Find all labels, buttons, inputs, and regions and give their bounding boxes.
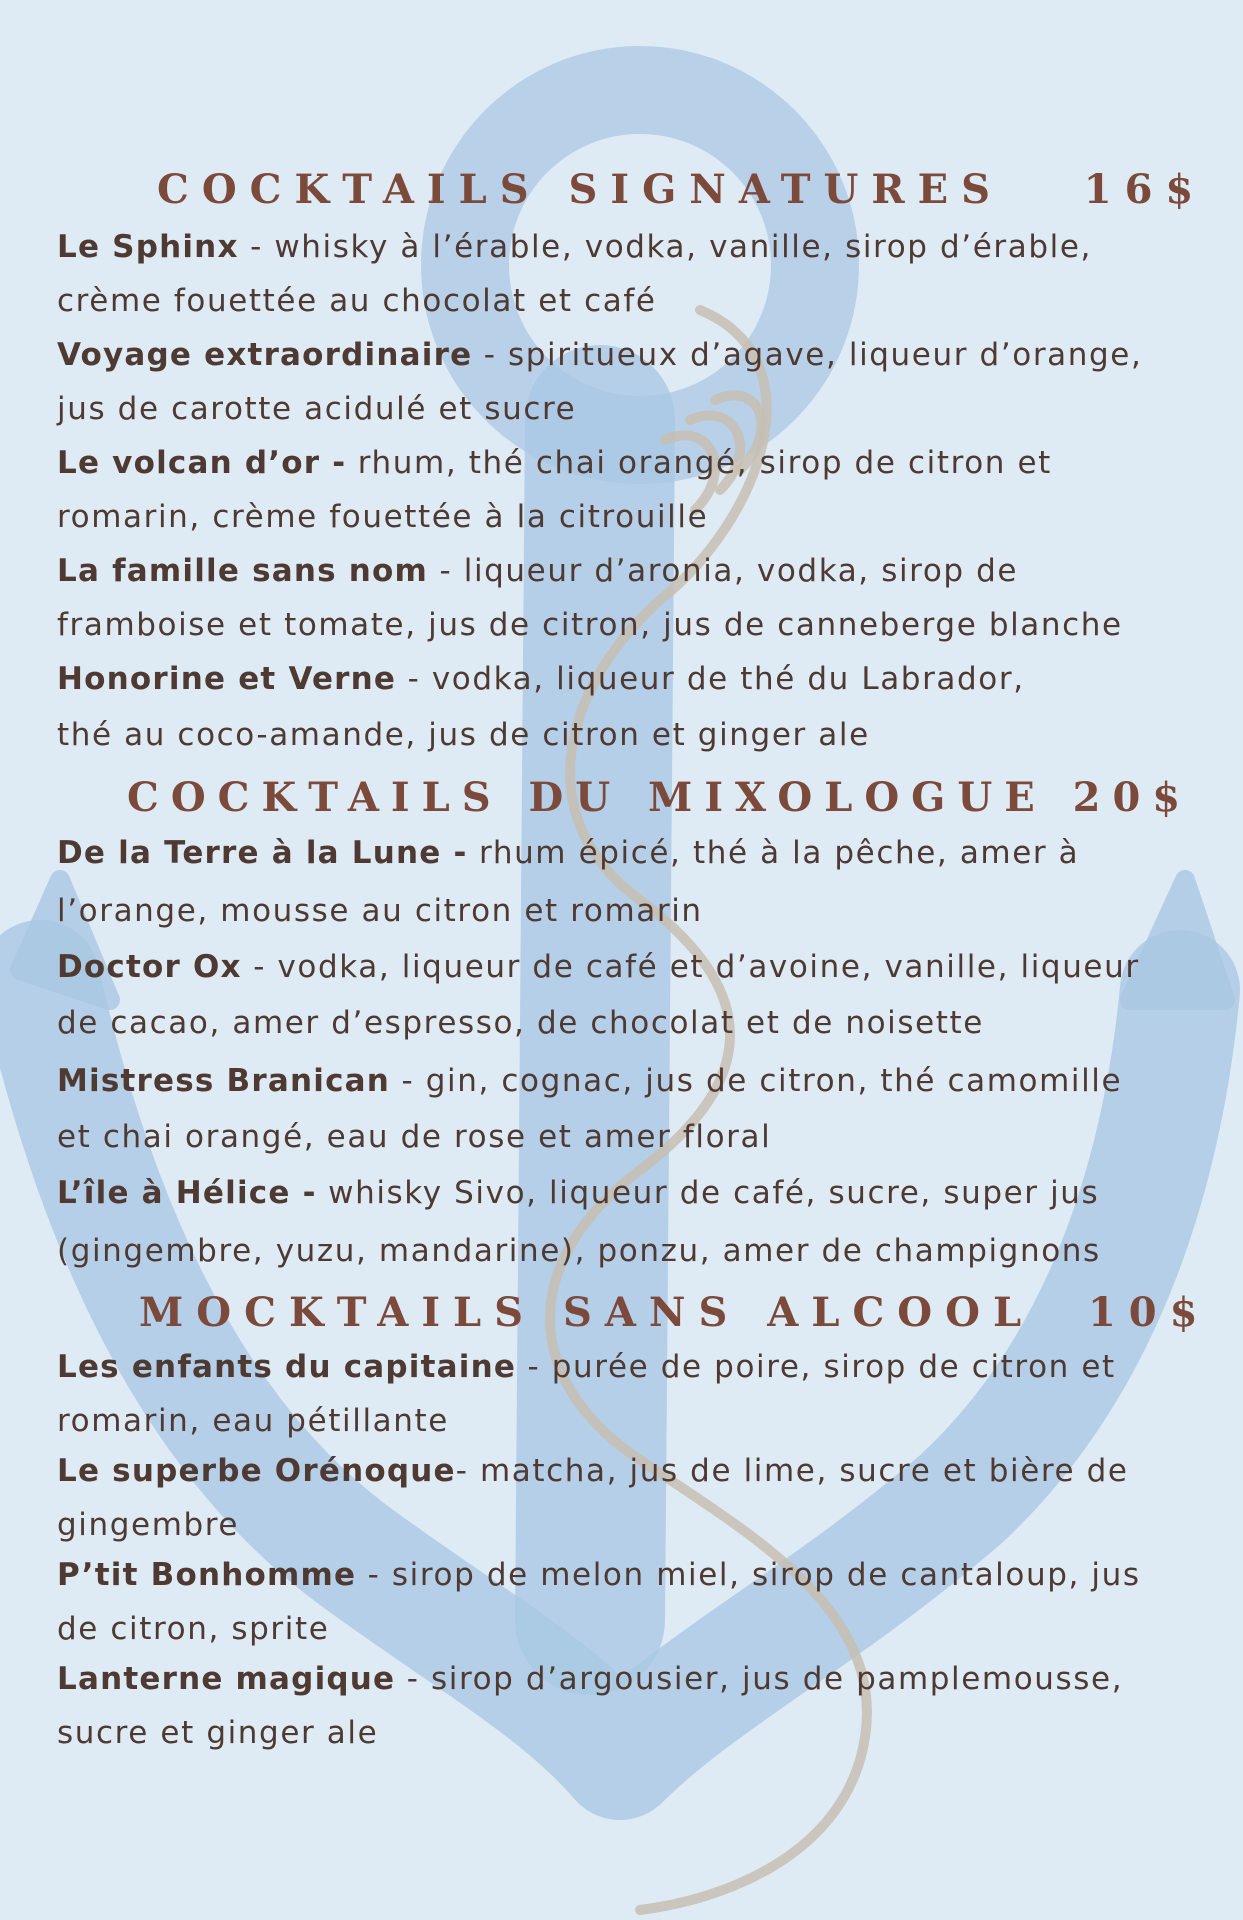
item-desc-cont: romarin, eau pétillante [57, 1403, 449, 1439]
item-desc: - sirop de melon miel, sirop de cantaloup, jus [356, 1557, 1141, 1593]
menu-item [57, 229, 1092, 265]
item-desc: - purée de poire, sirop de citron et [516, 1349, 1116, 1385]
menu-item [57, 1175, 1100, 1211]
item-desc-cont: romarin, crème fouettée à la citrouille [57, 499, 709, 535]
item-name: P’tit Bonhomme [57, 1557, 357, 1593]
item-desc: whisky Sivo, liqueur de café, sucre, super jus [316, 1175, 1100, 1211]
item-desc: - sirop d’argousier, jus de pamplemousse, [395, 1661, 1124, 1697]
item-desc-cont: (gingembre, yuzu, mandarine), ponzu, amer de champignons [57, 1233, 1101, 1269]
item-desc-cont: jus de carotte acidulé et sucre [57, 391, 577, 427]
item-name: Le volcan d’or - [57, 445, 347, 481]
menu-item [57, 1349, 1116, 1385]
item-desc: - vodka, liqueur de café et d’avoine, vanille, liqueur [241, 949, 1140, 985]
item-name: De la Terre à la Lune - [57, 835, 468, 871]
menu-item [57, 835, 1080, 871]
item-name: Mistress Branican [57, 1063, 391, 1099]
item-name: L’île à Hélice - [57, 1175, 317, 1211]
item-name: Les enfants du capitaine [57, 1349, 517, 1385]
item-desc-cont: gingembre [57, 1507, 240, 1543]
item-name: La famille sans nom [57, 553, 429, 589]
item-desc: rhum, thé chai orangé, sirop de citron et [346, 445, 1052, 481]
section-title: MOCKTAILS SANS ALCOOL 10$ [139, 1289, 1211, 1336]
item-name: Voyage extraordinaire [57, 337, 473, 373]
menu-item [57, 553, 1019, 589]
item-desc: - whisky à l’érable, vodka, vanille, sirop d’érable, [238, 229, 1092, 265]
item-name: Doctor Ox [57, 949, 242, 985]
menu-item [57, 1453, 1129, 1489]
item-desc: - vodka, liqueur de thé du Labrador, [396, 661, 1025, 697]
menu-item [57, 445, 1052, 481]
item-desc-cont: de cacao, amer d’espresso, de chocolat et de noisette [57, 1005, 984, 1041]
item-name: Lanterne magique [57, 1661, 396, 1697]
item-desc-cont: framboise et tomate, jus de citron, jus de canneberge blanche [57, 607, 1123, 643]
section-title: COCKTAILS SIGNATURES 16$ [157, 166, 1207, 213]
item-desc-cont: de citron, sprite [57, 1611, 330, 1647]
menu-item [57, 337, 1143, 373]
menu-item [57, 1063, 1123, 1099]
item-desc: - gin, cognac, jus de citron, thé camomille [390, 1063, 1123, 1099]
item-desc: rhum épicé, thé à la pêche, amer à [467, 835, 1080, 871]
item-name: Le Sphinx [57, 229, 239, 265]
item-desc-cont: thé au coco-amande, jus de citron et ginger ale [57, 717, 870, 753]
menu-item [57, 1661, 1124, 1697]
item-desc: - spiritueux d’agave, liqueur d’orange, [472, 337, 1143, 373]
item-desc: - liqueur d’aronia, vodka, sirop de [428, 553, 1019, 589]
item-desc-cont: crème fouettée au chocolat et café [57, 283, 657, 319]
menu-item [57, 661, 1025, 697]
item-name: Honorine et Verne [57, 661, 397, 697]
item-desc-cont: et chai orangé, eau de rose et amer floral [57, 1119, 772, 1155]
item-desc-cont: l’orange, mousse au citron et romarin [57, 893, 703, 929]
menu-item [57, 949, 1140, 985]
menu-item [57, 1557, 1141, 1593]
item-name: Le superbe Orénoque [57, 1453, 456, 1489]
item-desc: - matcha, jus de lime, sucre et bière de [455, 1453, 1129, 1489]
section-title: COCKTAILS DU MIXOLOGUE 20$ [127, 774, 1193, 821]
item-desc-cont: sucre et ginger ale [57, 1715, 379, 1751]
